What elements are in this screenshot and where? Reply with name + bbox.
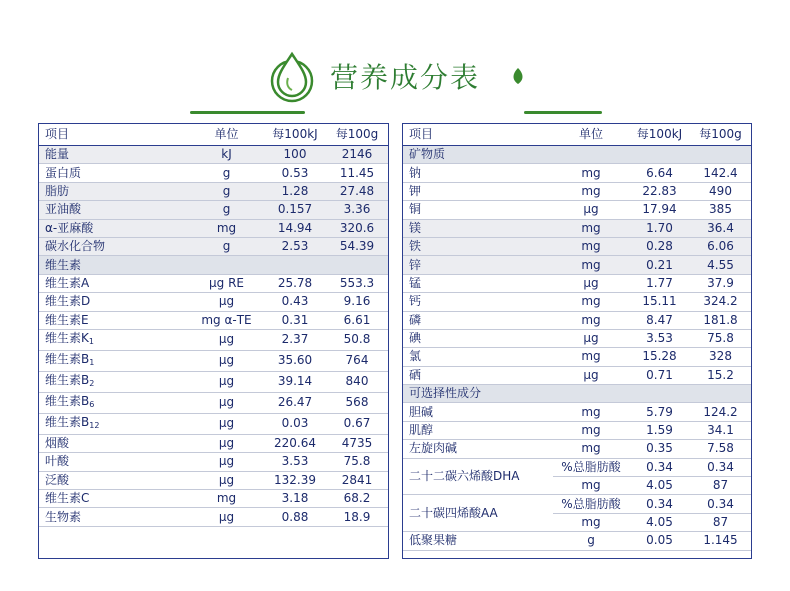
right-nutrition-table — [402, 123, 752, 559]
nutrient-name: 锰 — [409, 275, 422, 290]
unit-cell: mg — [581, 441, 601, 456]
nutrient-name: 硒 — [409, 367, 422, 382]
nutrient-name: 镁 — [403, 219, 553, 237]
nutrient-name-text: 维生素 — [45, 414, 82, 429]
nutrient-name: 生物素 — [45, 509, 82, 524]
unit-cell: μg — [218, 374, 235, 389]
unit-cell: %总脂肪酸 — [561, 459, 621, 474]
left-divider-line — [190, 111, 305, 114]
table-row — [39, 392, 388, 413]
unit-cell: μg — [218, 472, 235, 487]
nutrient-name: 铁 — [403, 237, 553, 255]
table-row — [403, 348, 751, 366]
water-drop-icon — [262, 46, 322, 106]
per-100kj-cell: 0.34 — [646, 459, 673, 474]
unit-cell: g — [222, 165, 231, 180]
per-100kj-cell: 0.88 — [281, 509, 309, 524]
page-title: 营养成分表 — [330, 61, 481, 94]
per-100g-cell: 87 — [712, 515, 729, 529]
per-100kj-cell: 100 — [264, 146, 326, 164]
per-100g-cell: 6.06 — [690, 237, 751, 255]
table-row — [403, 256, 751, 274]
nutrient-name — [39, 350, 189, 371]
nutrient-name — [39, 413, 189, 434]
unit-cell: μg — [583, 275, 599, 290]
table-row — [39, 371, 388, 392]
unit-cell: g — [189, 201, 264, 219]
section-row — [403, 385, 751, 403]
per-100g-cell: 0.34 — [707, 496, 734, 511]
unit-cell: μg — [218, 509, 235, 524]
per-100kj-cell: 0.34 — [646, 496, 673, 511]
nutrient-name: 维生素D — [45, 294, 91, 309]
unit-cell: g — [189, 182, 264, 200]
per-100g-cell: 124.2 — [703, 404, 738, 419]
header-item: 项目 — [45, 127, 70, 141]
nutrient-name: 钾 — [409, 183, 422, 198]
right-divider-line — [524, 111, 602, 114]
per-100kj-cell: 25.78 — [277, 275, 313, 290]
per-100kj-cell: 5.79 — [646, 404, 673, 419]
per-100g-cell — [326, 256, 388, 274]
unit-cell: μg — [218, 332, 235, 347]
unit-cell: %总脂肪酸 — [561, 496, 621, 511]
per-100g-cell: 142.4 — [703, 165, 738, 180]
nutrient-name: 泛酸 — [45, 472, 70, 487]
per-100kj-cell: 0.53 — [281, 165, 309, 180]
per-100kj-cell: 22.83 — [642, 183, 677, 198]
unit-cell: μg — [218, 353, 235, 368]
per-100g-cell: 18.9 — [343, 509, 371, 524]
unit-cell: mg — [553, 237, 629, 255]
nutrient-name: 碘 — [409, 331, 422, 346]
per-100g-cell: 4735 — [341, 436, 373, 451]
nutrient-name: 锌 — [403, 256, 553, 274]
nutrient-name-text: 维生素 — [45, 330, 82, 345]
nutrient-letter: B — [81, 372, 90, 387]
table-row — [39, 182, 388, 200]
per-100g-cell: 75.8 — [343, 454, 371, 469]
nutrient-name: 钠 — [409, 165, 422, 180]
nutrient-name-text: 维生素 — [45, 372, 82, 387]
table-row — [39, 146, 388, 164]
nutrient-name: 烟酸 — [45, 436, 70, 451]
nutrient-name: 维生素C — [45, 491, 90, 506]
unit-cell: g — [189, 237, 264, 255]
per-100kj-cell: 8.47 — [646, 312, 673, 327]
unit-cell: mg — [553, 219, 629, 237]
nutrient-letter: B — [81, 393, 90, 408]
per-100g-cell: 36.4 — [690, 219, 751, 237]
table-row — [403, 440, 751, 458]
per-100kj-cell: 0.03 — [281, 416, 309, 431]
nutrient-name: 脂肪 — [39, 182, 189, 200]
per-100kj-cell: 3.18 — [281, 491, 309, 506]
per-100kj-cell: 26.47 — [277, 395, 313, 410]
section-row — [39, 256, 388, 274]
leaf-icon — [508, 66, 528, 86]
unit-cell: μg — [583, 367, 599, 382]
per-100g-cell: 2146 — [326, 146, 388, 164]
unit-cell: μg — [583, 202, 599, 217]
per-100g-cell: 0.67 — [343, 416, 371, 431]
nutrient-name — [39, 371, 189, 392]
per-100g-cell: 3.36 — [326, 201, 388, 219]
per-100g-cell: 50.8 — [343, 332, 371, 347]
unit-cell: mg — [581, 404, 601, 419]
table-row — [403, 532, 751, 550]
nutrient-subscript: 1 — [88, 336, 94, 346]
per-100kj-cell — [629, 146, 690, 164]
per-100g-cell: 27.48 — [326, 182, 388, 200]
table-row — [403, 421, 751, 439]
table-row — [403, 495, 751, 513]
table-row — [403, 366, 751, 384]
per-100kj-cell: 220.64 — [274, 436, 316, 451]
table-row — [403, 237, 751, 255]
table-row — [39, 311, 388, 329]
table-row — [403, 293, 751, 311]
unit-cell: μg — [583, 331, 599, 346]
per-100kj-cell: 1.77 — [646, 275, 673, 290]
nutrient-letter: K — [81, 330, 89, 345]
per-100kj-cell: 3.53 — [646, 331, 673, 346]
per-100kj-cell: 17.94 — [642, 202, 677, 217]
nutrient-name: 肌醇 — [409, 423, 434, 438]
left-nutrition-table — [38, 123, 389, 559]
per-100kj-cell: 14.94 — [264, 219, 326, 237]
nutrient-name: 可选择性成分 — [403, 385, 553, 403]
per-100kj-cell: 3.53 — [281, 454, 309, 469]
nutrient-name: 叶酸 — [45, 454, 70, 469]
per-100g-cell: 9.16 — [343, 294, 371, 309]
per-100g-cell — [690, 146, 751, 164]
per-100g-cell: 75.8 — [707, 331, 734, 346]
unit-cell: mg α-TE — [201, 312, 252, 327]
per-100kj-cell: 39.14 — [277, 374, 313, 389]
nutrient-name: 亚油酸 — [39, 201, 189, 219]
per-100g-cell: 4.55 — [690, 256, 751, 274]
per-100kj-cell: 6.64 — [646, 165, 673, 180]
per-100g-cell: 385 — [709, 202, 732, 217]
table-row — [403, 164, 751, 182]
per-100kj-cell: 1.28 — [264, 182, 326, 200]
unit-cell — [553, 146, 629, 164]
nutrient-name-text: 维生素 — [45, 351, 82, 366]
nutrient-name: 二十碳四烯酸AA — [409, 505, 498, 520]
per-100g-cell: 6.61 — [343, 312, 371, 327]
per-100kj-cell: 15.11 — [642, 294, 677, 309]
header-per-100g: 每100g — [699, 127, 742, 141]
unit-cell: mg — [581, 165, 601, 180]
nutrient-name: 胆碱 — [409, 404, 434, 419]
nutrient-letter: B — [81, 351, 90, 366]
unit-cell: mg — [581, 183, 601, 198]
nutrient-name: 二十二碳六烯酸DHA — [409, 469, 520, 484]
per-100g-cell: 553.3 — [339, 275, 375, 290]
table-row — [39, 329, 388, 350]
header-item: 项目 — [409, 127, 434, 141]
unit-cell: μg — [218, 454, 235, 469]
table-row — [39, 434, 388, 452]
per-100g-cell: 37.9 — [707, 275, 734, 290]
table-row — [39, 490, 388, 508]
per-100g-cell — [690, 385, 751, 403]
unit-cell — [553, 385, 629, 403]
per-100kj-cell: 132.39 — [274, 472, 316, 487]
unit-cell: mg — [581, 294, 601, 309]
nutrient-name: 钙 — [409, 294, 422, 309]
table-row — [403, 403, 751, 421]
per-100g-cell: 2841 — [341, 472, 373, 487]
nutrient-subscript: 2 — [89, 378, 95, 388]
per-100g-cell: 68.2 — [343, 491, 371, 506]
table-row — [39, 201, 388, 219]
nutrient-letter: B — [81, 414, 90, 429]
per-100g-cell: 568 — [345, 395, 369, 410]
per-100g-cell: 490 — [709, 183, 732, 198]
per-100kj-cell: 2.53 — [264, 237, 326, 255]
table-row — [403, 219, 751, 237]
header-per-100g: 每100g — [335, 127, 379, 141]
nutrient-name: 矿物质 — [403, 146, 553, 164]
nutrient-name: 维生素E — [45, 312, 89, 327]
table-row — [39, 293, 388, 311]
per-100g-cell: 34.1 — [707, 423, 734, 438]
table-row — [39, 508, 388, 526]
per-100kj-cell: 4.05 — [646, 515, 673, 529]
per-100g-cell: 87 — [712, 478, 729, 493]
unit-cell: μg RE — [209, 275, 244, 290]
per-100g-cell: 1.145 — [703, 533, 738, 548]
per-100g-cell: 7.58 — [707, 441, 734, 456]
table-row — [403, 311, 751, 329]
table-row — [39, 413, 388, 434]
unit-cell: mg — [553, 256, 629, 274]
table-row — [39, 237, 388, 255]
nutrient-name: 维生素 — [39, 256, 189, 274]
unit-cell: g — [587, 533, 595, 548]
nutrient-name — [39, 392, 189, 413]
nutrient-name: 低聚果糖 — [409, 533, 458, 548]
header-per-100kj: 每100kJ — [636, 127, 683, 141]
header-unit: 单位 — [214, 127, 239, 141]
per-100kj-cell: 0.28 — [629, 237, 690, 255]
per-100kj-cell: 0.71 — [646, 367, 673, 382]
nutrient-name: 氯 — [409, 349, 422, 364]
table-row — [403, 201, 751, 219]
unit-cell — [189, 256, 264, 274]
nutrient-name: 能量 — [39, 146, 189, 164]
per-100g-cell: 324.2 — [703, 294, 738, 309]
nutrient-name: 碳水化合物 — [39, 237, 189, 255]
nutrient-name: 铜 — [409, 202, 422, 217]
per-100kj-cell: 0.31 — [281, 312, 309, 327]
nutrient-name: 蛋白质 — [45, 165, 82, 180]
unit-cell: μg — [218, 416, 235, 431]
per-100g-cell: 764 — [345, 353, 369, 368]
per-100kj-cell: 35.60 — [277, 353, 313, 368]
unit-cell: mg — [189, 219, 264, 237]
per-100g-cell: 320.6 — [326, 219, 388, 237]
per-100kj-cell: 2.37 — [281, 332, 309, 347]
per-100g-cell: 15.2 — [707, 367, 734, 382]
unit-cell: μg — [218, 294, 235, 309]
nutrient-subscript: 1 — [89, 357, 95, 367]
per-100g-cell: 0.34 — [707, 459, 734, 474]
per-100kj-cell: 0.21 — [629, 256, 690, 274]
per-100g-cell: 328 — [709, 349, 732, 364]
nutrient-name-text: 维生素 — [45, 393, 82, 408]
table-row — [403, 458, 751, 476]
table-row — [39, 453, 388, 471]
per-100kj-cell: 1.59 — [646, 423, 673, 438]
table-row — [39, 164, 388, 182]
table-row — [403, 274, 751, 292]
unit-cell: mg — [581, 423, 601, 438]
per-100kj-cell — [264, 256, 326, 274]
per-100g-cell: 11.45 — [339, 165, 375, 180]
per-100kj-cell: 0.43 — [281, 294, 309, 309]
nutrient-subscript: 6 — [89, 399, 95, 409]
per-100kj-cell: 0.05 — [646, 533, 673, 548]
table-row — [403, 329, 751, 347]
nutrient-name: 左旋肉碱 — [409, 441, 458, 456]
unit-cell: mg — [216, 491, 237, 506]
per-100g-cell: 54.39 — [326, 237, 388, 255]
nutrient-name: α-亚麻酸 — [39, 219, 189, 237]
unit-cell: μg — [218, 436, 235, 451]
per-100kj-cell — [629, 385, 690, 403]
per-100kj-cell: 15.28 — [642, 349, 677, 364]
per-100kj-cell: 1.70 — [629, 219, 690, 237]
nutrient-subscript: 12 — [89, 420, 100, 430]
per-100kj-cell: 4.05 — [646, 478, 673, 493]
unit-cell: kJ — [189, 146, 264, 164]
per-100kj-cell: 0.157 — [264, 201, 326, 219]
table-row — [403, 182, 751, 200]
unit-cell: mg — [581, 312, 601, 327]
table-row — [39, 471, 388, 489]
unit-cell: mg — [581, 478, 601, 493]
nutrient-name: 磷 — [409, 312, 422, 327]
nutrient-name: 维生素A — [45, 275, 90, 290]
table-row — [39, 219, 388, 237]
per-100g-cell: 181.8 — [703, 312, 738, 327]
per-100g-cell: 840 — [345, 374, 369, 389]
unit-cell: μg — [218, 395, 235, 410]
per-100kj-cell: 0.35 — [646, 441, 673, 456]
header-unit: 单位 — [578, 127, 603, 141]
header-per-100kj: 每100kJ — [272, 127, 318, 141]
table-row — [39, 350, 388, 371]
unit-cell: mg — [581, 349, 601, 364]
nutrient-name — [39, 329, 189, 350]
section-row — [403, 146, 751, 164]
unit-cell: mg — [581, 515, 601, 529]
table-row — [39, 274, 388, 292]
